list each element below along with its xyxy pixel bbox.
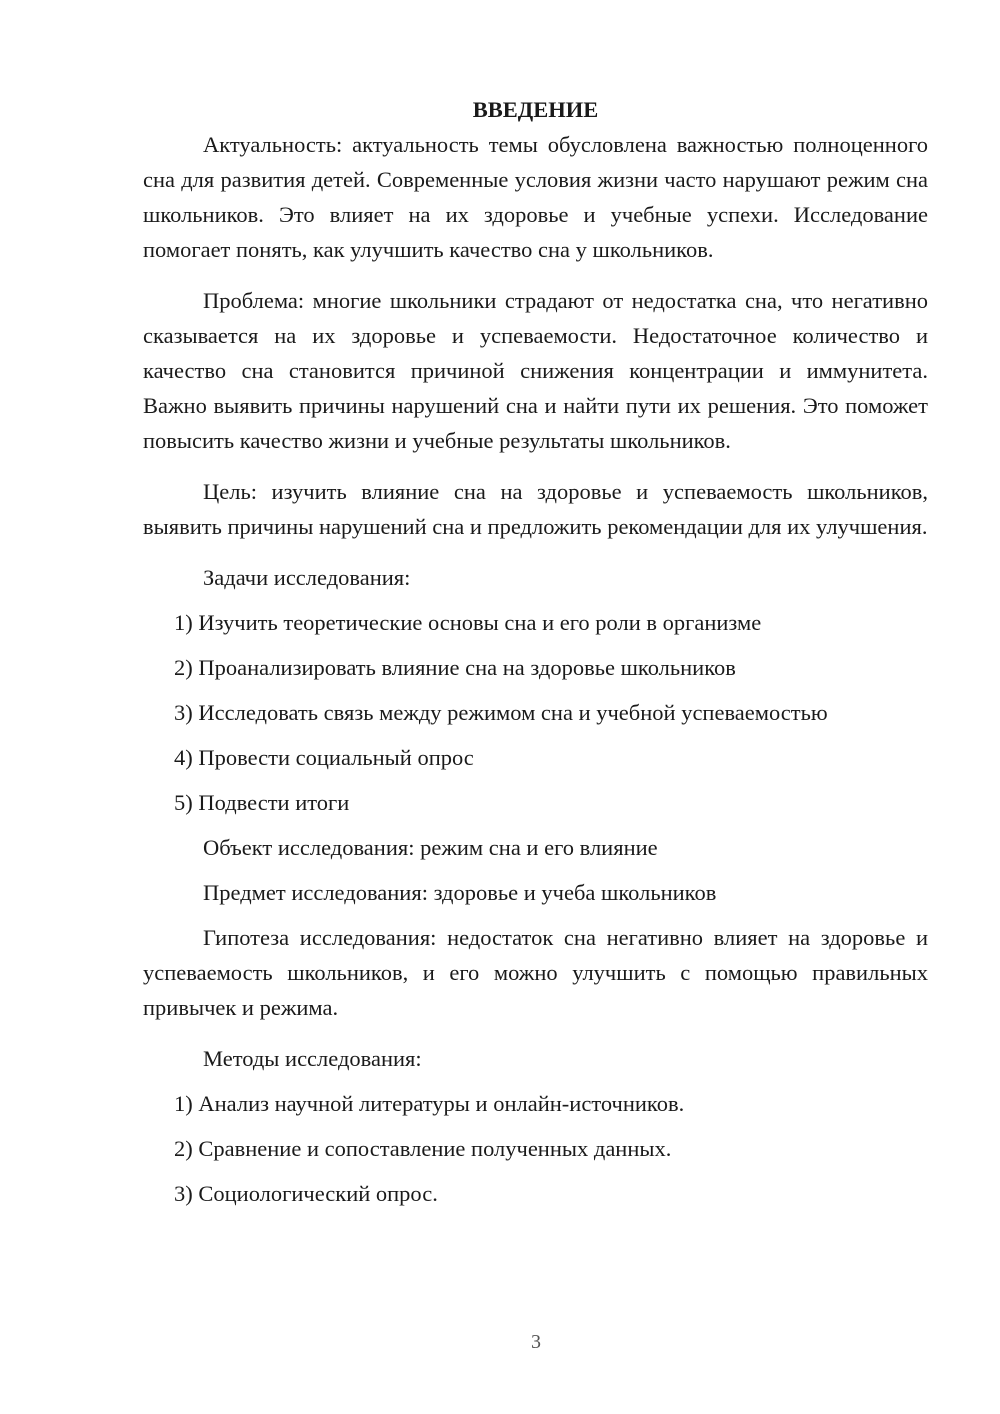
tasks-title: Задачи исследования: bbox=[203, 565, 411, 590]
page-number: 3 bbox=[531, 1331, 541, 1353]
method-item: 1) Анализ научной литературы и онлайн-источников. bbox=[174, 1091, 685, 1116]
task-item: 3) Исследовать связь между режимом сна и учебной успеваемостью bbox=[174, 700, 828, 725]
task-item: 5) Подвести итоги bbox=[174, 790, 350, 815]
goal-paragraph: Цель: изучить влияние сна на здоровье и успеваемость школьников, выявить причины нарушений сна и предложить рекомендации для их улучшения. bbox=[143, 479, 928, 539]
hypothesis-paragraph: Гипотеза исследования: недостаток сна негативно влияет на здоровье и успеваемость школьников, и его можно улучшить с помощью правильных привычек и режима. bbox=[143, 925, 928, 1020]
task-item: 1) Изучить теоретические основы сна и его роли в организме bbox=[174, 610, 762, 635]
research-object: Объект исследования: режим сна и его влияние bbox=[203, 835, 658, 860]
problem-paragraph: Проблема: многие школьники страдают от недостатка сна, что негативно сказывается на их здоровье и успеваемости. Недостаточное количество и качество сна становится причиной снижения концентрации и иммунитета. Важно выявить причины нарушений сна и найти пути их решения. Это поможет повысить качество жизни и учебные результаты школьников. bbox=[143, 288, 928, 453]
page-content bbox=[143, 92, 928, 1221]
method-item: 3) Социологический опрос. bbox=[174, 1181, 438, 1206]
tasks-list bbox=[143, 605, 928, 820]
page-title: ВВЕДЕНИЕ bbox=[472, 97, 599, 122]
methods-list bbox=[143, 1086, 928, 1211]
task-item: 2) Проанализировать влияние сна на здоровье школьников bbox=[174, 655, 736, 680]
methods-title: Методы исследования: bbox=[203, 1046, 422, 1071]
relevance-paragraph: Актуальность: актуальность темы обусловлена важностью полноценного сна для развития детей. Современные условия жизни часто нарушают режим сна школьников. Это влияет на их здоровье и учебные успехи. Исследование помогает понять, как улучшить качество сна у школьников. bbox=[143, 132, 928, 262]
method-item: 2) Сравнение и сопоставление полученных данных. bbox=[174, 1136, 672, 1161]
task-item: 4) Провести социальный опрос bbox=[174, 745, 474, 770]
research-subject: Предмет исследования: здоровье и учеба школьников bbox=[203, 880, 717, 905]
